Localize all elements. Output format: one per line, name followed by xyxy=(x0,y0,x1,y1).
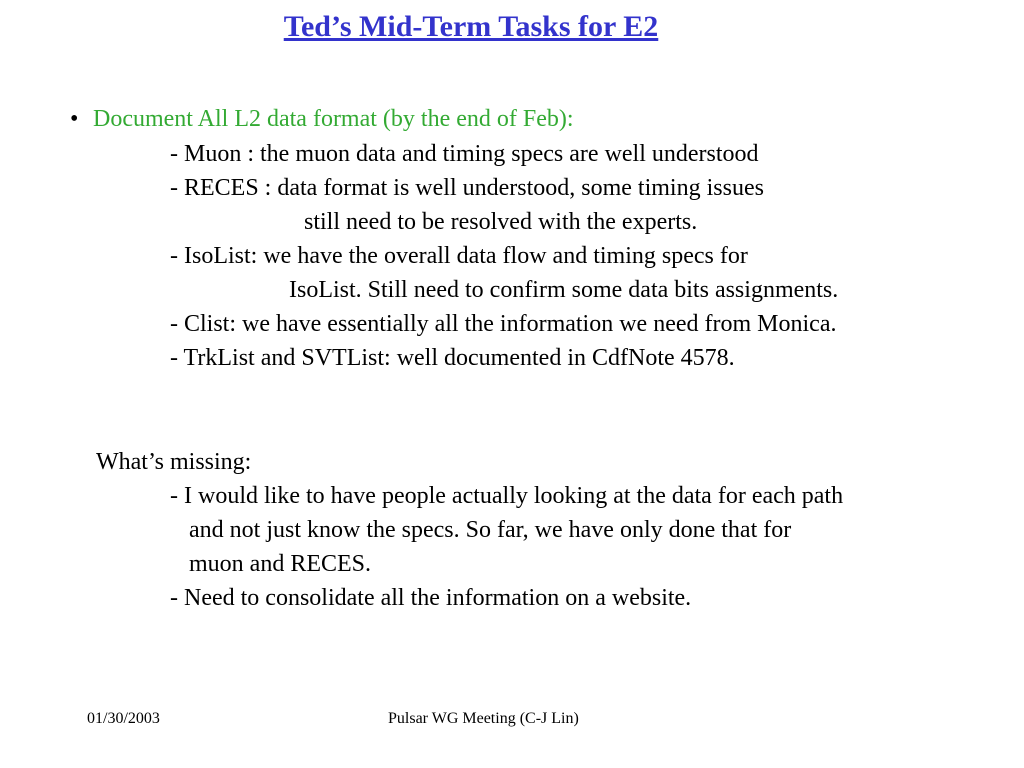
footer-date: 01/30/2003 xyxy=(87,710,160,727)
missing-line-people-cont2: muon and RECES. xyxy=(189,551,372,577)
task-line-muon: - Muon : the muon data and timing specs are well understood xyxy=(170,141,759,167)
task-line-trklist: - TrkList and SVTList: well documented in CdfNote 4578. xyxy=(170,345,735,371)
missing-heading: What’s missing: xyxy=(96,449,252,475)
footer-meeting: Pulsar WG Meeting (C-J Lin) xyxy=(388,710,579,727)
task-line-isolist-cont: IsoList. Still need to confirm some data bits assignments. xyxy=(289,277,839,303)
bullet-icon: • xyxy=(70,106,79,132)
task-line-clist: - Clist: we have essentially all the information we need from Monica. xyxy=(170,311,837,337)
missing-line-people: - I would like to have people actually looking at the data for each path xyxy=(170,483,844,509)
task-line-isolist: - IsoList: we have the overall data flow and timing specs for xyxy=(170,243,748,269)
bullet-heading: Document All L2 data format (by the end of Feb): xyxy=(93,106,574,132)
slide-title: Ted’s Mid-Term Tasks for E2 xyxy=(283,10,659,43)
task-line-reces: - RECES : data format is well understood, some timing issues xyxy=(170,175,764,201)
task-line-reces-cont: still need to be resolved with the experts. xyxy=(304,209,698,235)
missing-line-people-cont1: and not just know the specs. So far, we have only done that for xyxy=(189,517,792,543)
missing-line-website: - Need to consolidate all the information on a website. xyxy=(170,585,692,611)
